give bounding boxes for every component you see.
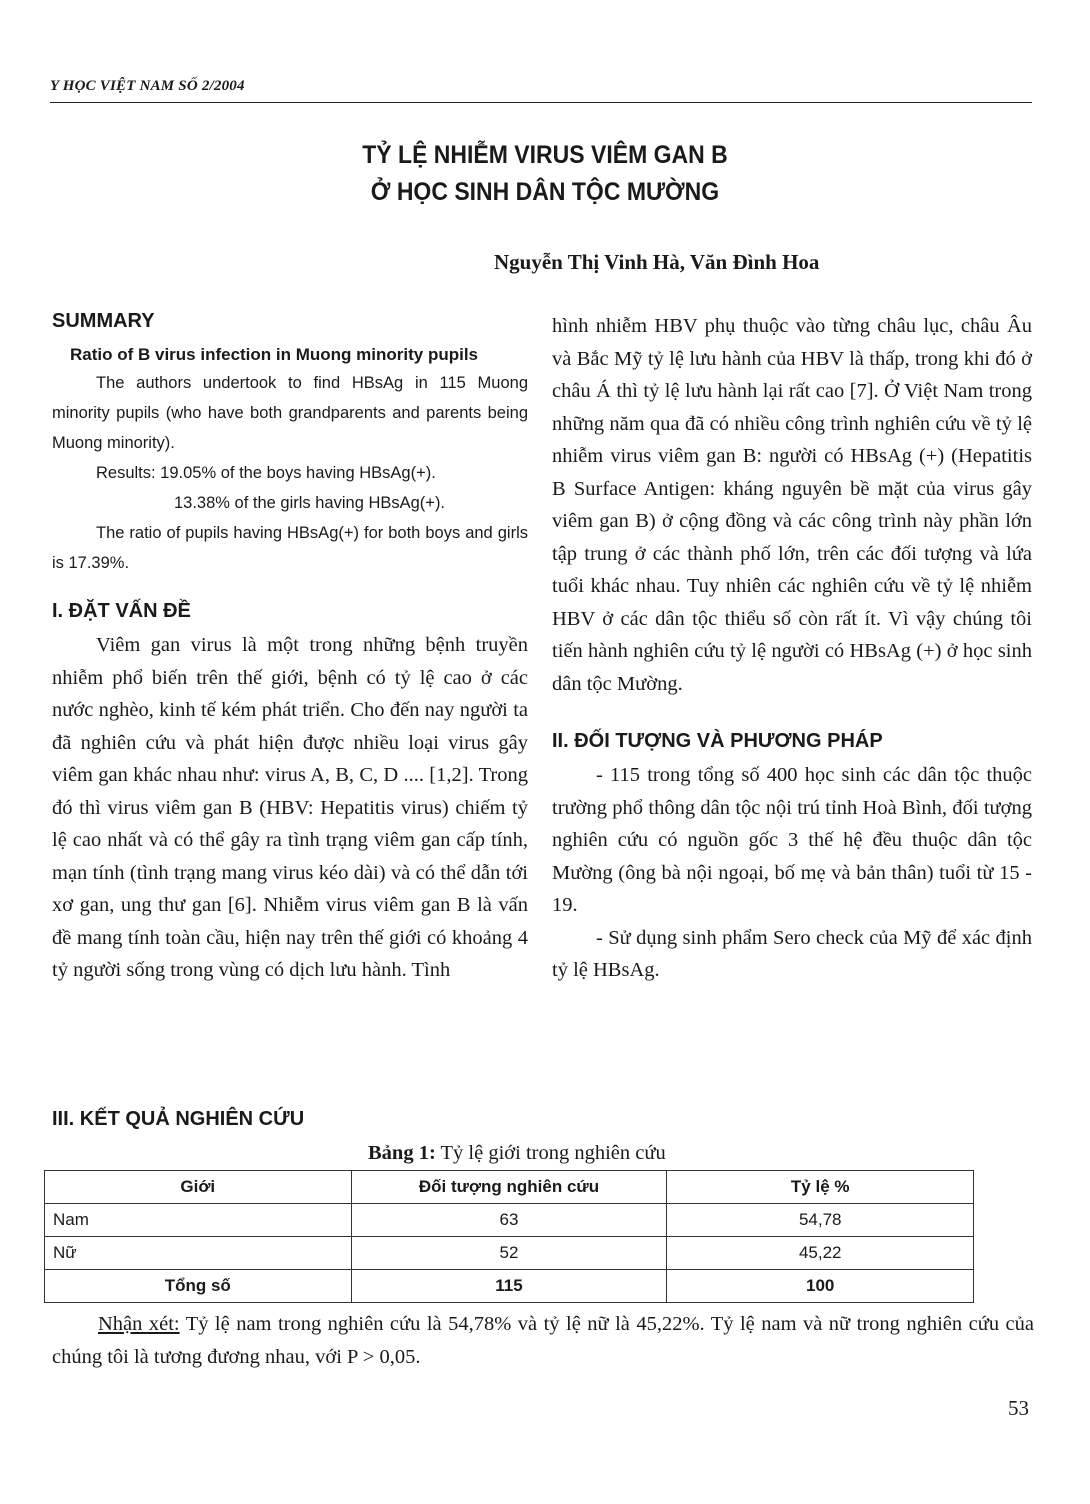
table-header-row — [45, 1171, 974, 1204]
article-title-line-1: TỶ LỆ NHIỄM VIRUS VIÊM GAN B — [362, 141, 728, 169]
table-caption-text: Tỷ lệ giới trong nghiên cứu — [435, 1142, 666, 1164]
table-caption — [368, 1142, 666, 1165]
left-column — [52, 310, 528, 987]
journal-name: Y HỌC VIỆT NAM SỐ 2/2004 — [50, 78, 245, 94]
summary-heading: SUMMARY — [52, 310, 155, 332]
table-row — [45, 1237, 974, 1270]
table-header-cell: Đối tượng nghiên cứu — [351, 1171, 667, 1204]
section-2-paragraph-1: - 115 trong tổng số 400 học sinh các dân tộc thuộc trường phổ thông dân tộc nội trú tỉnh Hoà Bình, đối tượng nghiên cứu có nguồn gốc 3 thế hệ đều thuộc dân tộc Mường (ông bà nội ngoại, bố mẹ và bản thân) tuổi từ 15 - 19. — [552, 764, 1032, 916]
remark-paragraph — [52, 1308, 1034, 1374]
table-cell: Tổng số — [45, 1270, 352, 1303]
table-total-row — [45, 1270, 974, 1303]
summary-results-girls: 13.38% of the girls having HBsAg(+). — [174, 494, 446, 512]
remark-text: Tỷ lệ nam trong nghiên cứu là 54,78% và tỷ lệ nữ là 45,22%. Tỷ lệ nam và nữ trong nghiên cứu của chúng tôi là tương đương nhau, với P > 0,05. — [52, 1313, 1034, 1368]
table-cell: 100 — [667, 1270, 974, 1303]
table-header-cell: Giới — [45, 1171, 352, 1204]
summary-subtitle: Ratio of B virus infection in Muong minority pupils — [70, 345, 478, 364]
remark-label: Nhận xét: — [98, 1313, 180, 1335]
summary-conclusion: The ratio of pupils having HBsAg(+) for both boys and girls is 17.39%. — [52, 524, 528, 572]
table-cell: 115 — [351, 1270, 667, 1303]
right-column — [552, 310, 1032, 987]
section-1-text-left: Viêm gan virus là một trong những bệnh truyền nhiễm phổ biến trên thế giới, bệnh có tỷ lệ cao ở các nước nghèo, kinh tế kém phát triển. Cho đến nay người ta đã nghiên cứu và phát hiện được nhiều loại virus gây viêm gan khác nhau như: virus A, B, C, D .... [1,2]. Trong đó thì virus viêm gan B (HBV: Hepatitis virus) chiếm tỷ lệ cao nhất và có thể gây ra tình trạng viêm gan cấp tính, mạn tính (tình trạng mang virus kéo dài) và có thể dẫn tới xơ gan, ung thư gan [6]. Nhiễm virus viêm gan B là vấn đề mang tính toàn cầu, hiện nay trên thế giới có khoảng 4 tỷ người sống trong vùng có dịch lưu hành. Tình — [52, 634, 528, 981]
table-cell: 45,22 — [667, 1237, 974, 1270]
section-1-text-right: hình nhiễm HBV phụ thuộc vào từng châu lục, châu Âu và Bắc Mỹ tỷ lệ lưu hành của HBV là thấp, trong khi đó ở châu Á thì tỷ lệ lưu hành lại rất cao [7]. Ở Việt Nam trong những năm qua đã có nhiều công trình nghiên cứu về tỷ lệ nhiễm virus viêm gan B: người có HBsAg (+) (Hepatitis B Surface Antigen: kháng nguyên bề mặt của virus gây viêm gan B) ở cộng đồng và các công trình này phần lớn tập trung ở các thành phố lớn, trên các đối tượng và lứa tuổi khác nhau. Tuy nhiên các nghiên cứu về tỷ lệ nhiễm HBV ở các dân tộc thiểu số còn rất ít. Vì vậy chúng tôi tiến hành nghiên cứu tỷ lệ người có HBsAg (+) ở học sinh dân tộc Mường. — [552, 315, 1032, 695]
table-header-cell: Tỷ lệ % — [667, 1171, 974, 1204]
page-number: 53 — [1008, 1396, 1029, 1420]
summary-paragraph: The authors undertook to find HBsAg in 115 Muong minority pupils (who have both grandparents and parents being Muong minority). — [52, 374, 528, 452]
table-cell: 52 — [351, 1237, 667, 1270]
table-caption-label: Bảng 1: — [368, 1142, 436, 1164]
summary-results-boys: Results: 19.05% of the boys having HBsAg(+). — [96, 464, 436, 482]
section-1-heading: I. ĐẶT VẤN ĐỀ — [52, 600, 191, 622]
section-2-paragraph-2: - Sử dụng sinh phẩm Sero check của Mỹ để xác định tỷ lệ HBsAg. — [552, 926, 1032, 981]
table-cell: 54,78 — [667, 1204, 974, 1237]
gender-ratio-table — [44, 1170, 974, 1303]
section-2-heading: II. ĐỐI TƯỢNG VÀ PHƯƠNG PHÁP — [552, 730, 883, 752]
article-title-line-2: Ở HỌC SINH DÂN TỘC MƯỜNG — [370, 178, 720, 206]
running-header — [50, 78, 1032, 103]
table-cell: 63 — [351, 1204, 667, 1237]
table-row — [45, 1204, 974, 1237]
table-cell: Nam — [45, 1204, 352, 1237]
authors: Nguyễn Thị Vinh Hà, Văn Đình Hoa — [494, 250, 820, 274]
table-cell: Nữ — [45, 1237, 352, 1270]
section-3-heading: III. KẾT QUẢ NGHIÊN CỨU — [52, 1108, 305, 1130]
